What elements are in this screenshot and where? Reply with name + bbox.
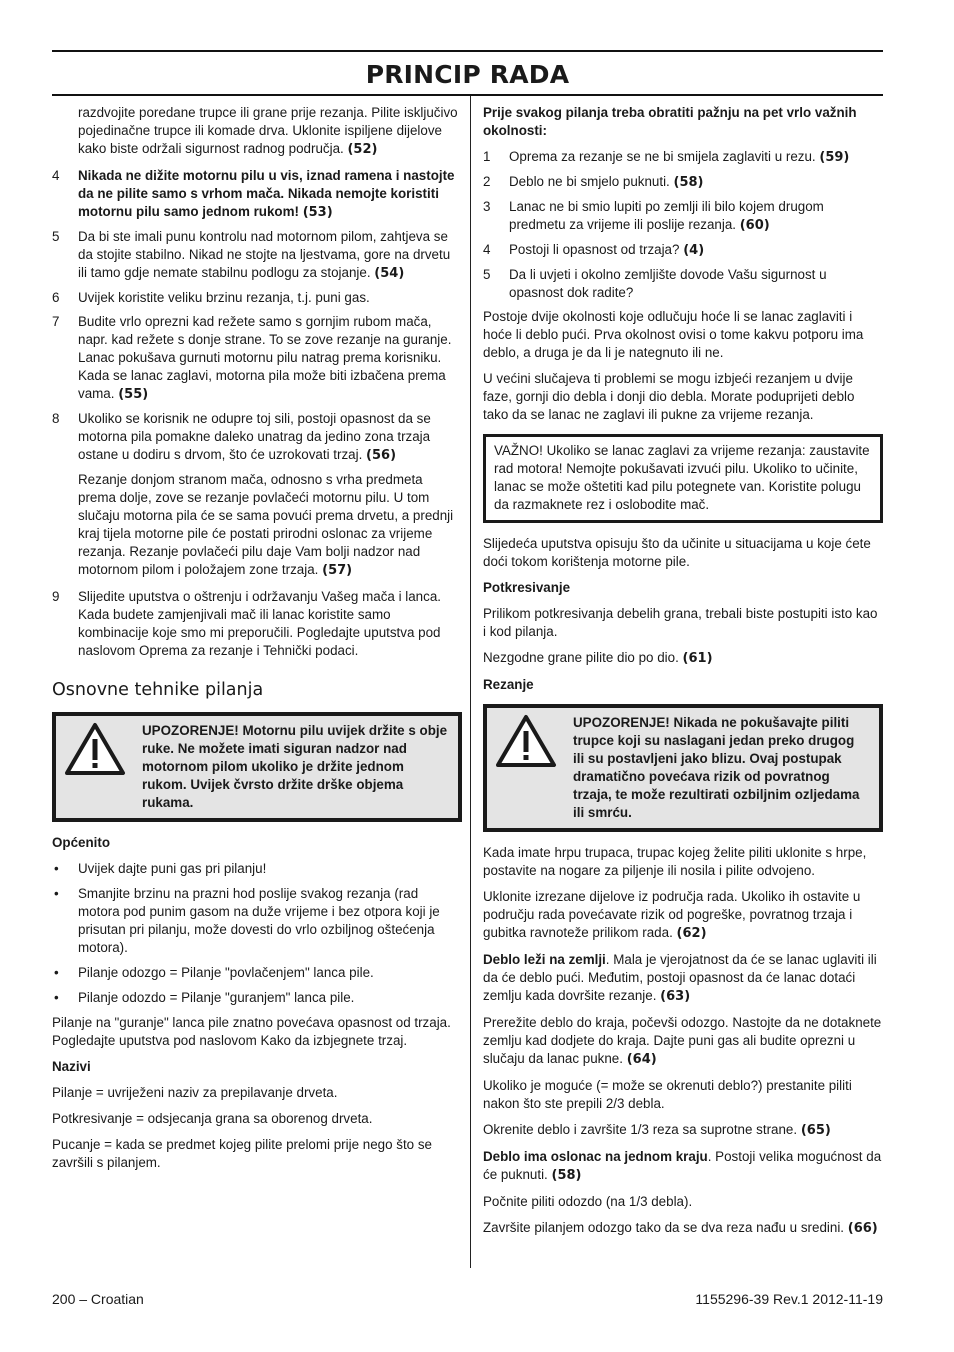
paragraph: Prerežite deblo do kraja, počevši odozgo. Nastojte da ne dotaknete zemlju kad dodjete do kraja. Dajte puni gas ali budite oprezni u slučaju da lanac pukne. (64) <box>483 1015 882 1067</box>
page-title: PRINCIP RADA <box>365 60 570 89</box>
paragraph: Deblo leži na zemlji. Mala je vjerojatnost da će se lanac uglaviti ili da će deblo pući. Međutim, postoji opasnost da će lanac dotaći zemlju kada dovršite rezanje. (63) <box>483 952 877 1004</box>
header-top-rule <box>52 50 883 52</box>
condition-item-5: 5 Da li uvjeti i okolno zemljište dovode Vašu sigurnost u opasnost dok radite? <box>483 267 827 300</box>
bullet-item: • Smanjite brzinu na prazni hod poslije svakog rezanja (rad motora pod punim gasom na duže vrijeme i bez otpora koji je prisutan pri pilanju, može dovesti do vrlo ozbiljnog oštećenja motora). <box>54 886 440 955</box>
column-divider <box>470 96 471 1268</box>
figure-ref: (63) <box>660 989 691 1004</box>
list-item-6: 6 Uvijek koristite veliku brzinu rezanja, t.j. puni gas. <box>52 290 370 305</box>
left-column <box>52 104 462 1180</box>
subheading-terms: Nazivi <box>52 1059 91 1074</box>
paragraph: Završite pilanjem odozgo tako da se dva reza nađu u sredini. (66) <box>483 1220 878 1236</box>
bullet-icon: • <box>54 965 59 980</box>
warning-box: UPOZORENJE! Nikada ne pokušavajte piliti trupce koji su naslagani jedan preko drugog ili su postavljeni jako blizu. Ovaj postupak dramatično povećava rizik od povratnog trzaja, te može rezultirati ozbiljnim ozljedama ili smrću. <box>483 704 883 832</box>
figure-ref: (54) <box>374 266 405 281</box>
figure-ref: (4) <box>683 243 705 258</box>
paragraph: Uklonite izrezane dijelove iz područja rada. Ukoliko ih ostavite u području rada povećavate rizik od pogreške, povratnog trzaja i gubitka ravnoteže prilikom rada. (62) <box>483 889 861 941</box>
figure-ref: (56) <box>366 448 397 463</box>
term-paragraph: Pucanje = kada se predmet kojeg pilite prelomi prije nego što se završili s pilanjem. <box>52 1137 432 1170</box>
bullet-item: • Uvijek dajte puni gas pri pilanju! <box>54 861 267 876</box>
subheading-delimbing: Potkresivanje <box>483 580 571 595</box>
paragraph: Postoje dvije okolnosti koje odlučuju hoće li se lanac zaglaviti i hoće li deblo pući. Prva okolnost ovisi o tome kakvu potporu ima deblo, a druga je da li je nategnuto ili ne. <box>483 309 864 360</box>
figure-ref: (52) <box>347 142 378 157</box>
figure-ref: (62) <box>676 926 707 941</box>
term-paragraph: Potkresivanje = odsjecanja grana sa oborenog drveta. <box>52 1111 373 1126</box>
section-heading: Osnovne tehnike pilanja <box>52 680 264 700</box>
header-bottom-rule <box>52 94 883 96</box>
list-item-5: 5 Da bi ste imali punu kontrolu nad motornom pilom, zahtjeva se da stojite stabilno. Nikad ne stojte na ljestvama, gore na drvetu ili tamo gdje nemate stabilnu podlogu za stojanje. (54) <box>52 229 451 281</box>
paragraph: Ukoliko je moguće (= može se okrenuti deblo?) prestanite piliti nakon što ste prepili 2/3 debla. <box>483 1078 852 1111</box>
figure-ref: (65) <box>800 1123 831 1138</box>
push-paragraph: Pilanje na "guranje" lanca pile znatno povećava opasnost od trzaja. Pogledajte uputstva pod naslovom Kako da izbjegnete trzaj. <box>52 1015 451 1048</box>
condition-item-3: 3 Lanac ne bi smio lupiti po zemlji ili bilo kojem drugom predmetu za vrijeme ili poslije rezanja. (60) <box>483 199 824 233</box>
figure-ref: (53) <box>302 205 333 220</box>
list-item-7: 7 Budite vrlo oprezni kad režete samo s gornjim rubom mača, napr. kad režete s donje strane. To se zove rezanje na guranje. Lanac pokušava gurnuti motornu pilu natrag prema korisniku. Kada se lanac zaglavi, motorna pila može biti izbačena prema vama. (55) <box>52 314 452 402</box>
warning-triangle-icon <box>64 722 126 776</box>
warning-box: UPOZORENJE! Motornu pilu uvijek držite s obje ruke. Ne možete imati siguran nadzor nad motornom pilom ukoliko je držite jednom rukom. Uvijek čvrsto držite drške objema rukama. <box>52 712 462 822</box>
paragraph: U većini slučajeva ti problemi se mogu izbjeći rezanjem u dvije faze, gornji dio debla i donji dio debla. Morate poduprijeti deblo tako da se lanac ne zaglavi ili pukne za vrijeme rezanja. <box>483 371 855 422</box>
important-note-box: VAŽNO! Ukoliko se lanac zaglavi za vrijeme rezanja: zaustavite rad motora! Nemojte pokušavati izvući pilu. Ukoliko to učinite, lanac se može oštetiti kad pilu potegnete van. Koristite polugu da razmaknete rez i oslobodite mač. <box>483 434 883 523</box>
term-paragraph: Pilanje = uvriježeni naziv za prepilavanje drveta. <box>52 1085 338 1100</box>
right-intro: Prije svakog pilanja treba obratiti pažnju na pet vrlo važnih okolnosti: <box>483 105 857 138</box>
paragraph: Prilikom potkresivanja debelih grana, trebali biste postupiti isto kao i kod pilanja. <box>483 606 878 639</box>
figure-ref: (60) <box>739 218 770 233</box>
paragraph: Nezgodne grane pilite dio po dio. (61) <box>483 650 713 666</box>
list-item-9: 9 Slijedite uputstva o oštrenju i održavanju Vašeg mača i lanca. Kada budete zamjenjivali mač ili lanac koristite samo kombinacije koje smo mi preporučili. Pogledajte uputstva pod naslovom Oprema za rezanje i Tehnički podaci. <box>52 589 441 658</box>
figure-ref: (61) <box>682 651 713 666</box>
list-item-8: 8 Ukoliko se korisnik ne odupre toj sili, postoji opasnost da se motorna pila pomakne daleko unatrag da jedino zona trzaja ostane u dodiru s drvom, što će uzrokovati trzaj. (56) <box>52 411 431 463</box>
bullet-icon: • <box>54 861 59 876</box>
figure-ref: (57) <box>322 563 353 578</box>
paragraph: Počnite piliti odozdo (na 1/3 debla). <box>483 1194 693 1209</box>
bullet-icon: • <box>54 990 59 1005</box>
bullet-item: • Pilanje odozdo = Pilanje "guranjem" lanca pile. <box>54 990 355 1005</box>
list-item-8-continuation: Rezanje donjom stranom mača, odnosno s vrha predmeta prema dolje, zove se rezanje povlačeći motornu pilu. U tom slučaju motorna pila će se sama povući prema drvetu, a prednji kraj tijela motorne pile će postati prirodni oslonac za vrijeme rezanja. Rezanje povlačeći pilu daje Vam bolji nadzor nad motornom pilom i položajem zone trzaja. (57) <box>78 472 454 578</box>
bullet-item: • Pilanje odozgo = Pilanje "povlačenjem" lanca pile. <box>54 965 374 980</box>
figure-ref: (55) <box>118 387 149 402</box>
paragraph: Okrenite deblo i završite 1/3 reza sa suprotne strane. (65) <box>483 1122 831 1138</box>
figure-ref: (64) <box>626 1052 657 1067</box>
condition-item-4: 4 Postoji li opasnost od trzaja? (4) <box>483 242 705 258</box>
condition-item-1: 1 Oprema za rezanje se ne bi smijela zaglaviti u rezu. (59) <box>483 149 850 165</box>
figure-ref: (66) <box>847 1221 878 1236</box>
figure-ref: (59) <box>819 150 850 165</box>
paragraph: Deblo ima oslonac na jednom kraju. Postoji velika mogućnost da će puknuti. (58) <box>483 1149 882 1183</box>
paragraph: Kada imate hrpu trupaca, trupac kojeg želite piliti uklonite s hrpe, postavite na nogare za piljenje ili nosila i pilite odvojeno. <box>483 845 867 878</box>
figure-ref: (58) <box>673 175 704 190</box>
condition-item-2: 2 Deblo ne bi smjelo puknuti. (58) <box>483 174 704 190</box>
page-header <box>52 50 883 96</box>
intro-paragraph: razdvojite poredane trupce ili grane prije rezanja. Pilite isključivo pojedinačne trupce ili komade drva. Uklonite ispiljene dijelove kako biste održali sigurnost radnog područja. (52) <box>78 105 458 157</box>
footer-document-id: 1155296-39 Rev.1 2012-11-19 <box>695 1291 883 1307</box>
bullet-icon: • <box>54 886 59 901</box>
warning-triangle-icon <box>495 714 557 768</box>
footer-page-language: 200 – Croatian <box>52 1291 144 1307</box>
right-column <box>483 104 883 1246</box>
figure-ref: (58) <box>551 1168 582 1183</box>
subheading-cutting: Rezanje <box>483 677 534 692</box>
list-item-4: 4 Nikada ne dižite motornu pilu u vis, iznad ramena i nastojte da ne pilite samo s vrhom mača. Nikada nemojte koristiti motornu pilu samo jednom rukom! (53) <box>52 168 455 220</box>
subheading-general: Općenito <box>52 835 111 850</box>
paragraph: Slijedeća uputstva opisuju što da učinite u situacijama u koje ćete doći tokom korištenja motorne pile. <box>483 536 871 569</box>
